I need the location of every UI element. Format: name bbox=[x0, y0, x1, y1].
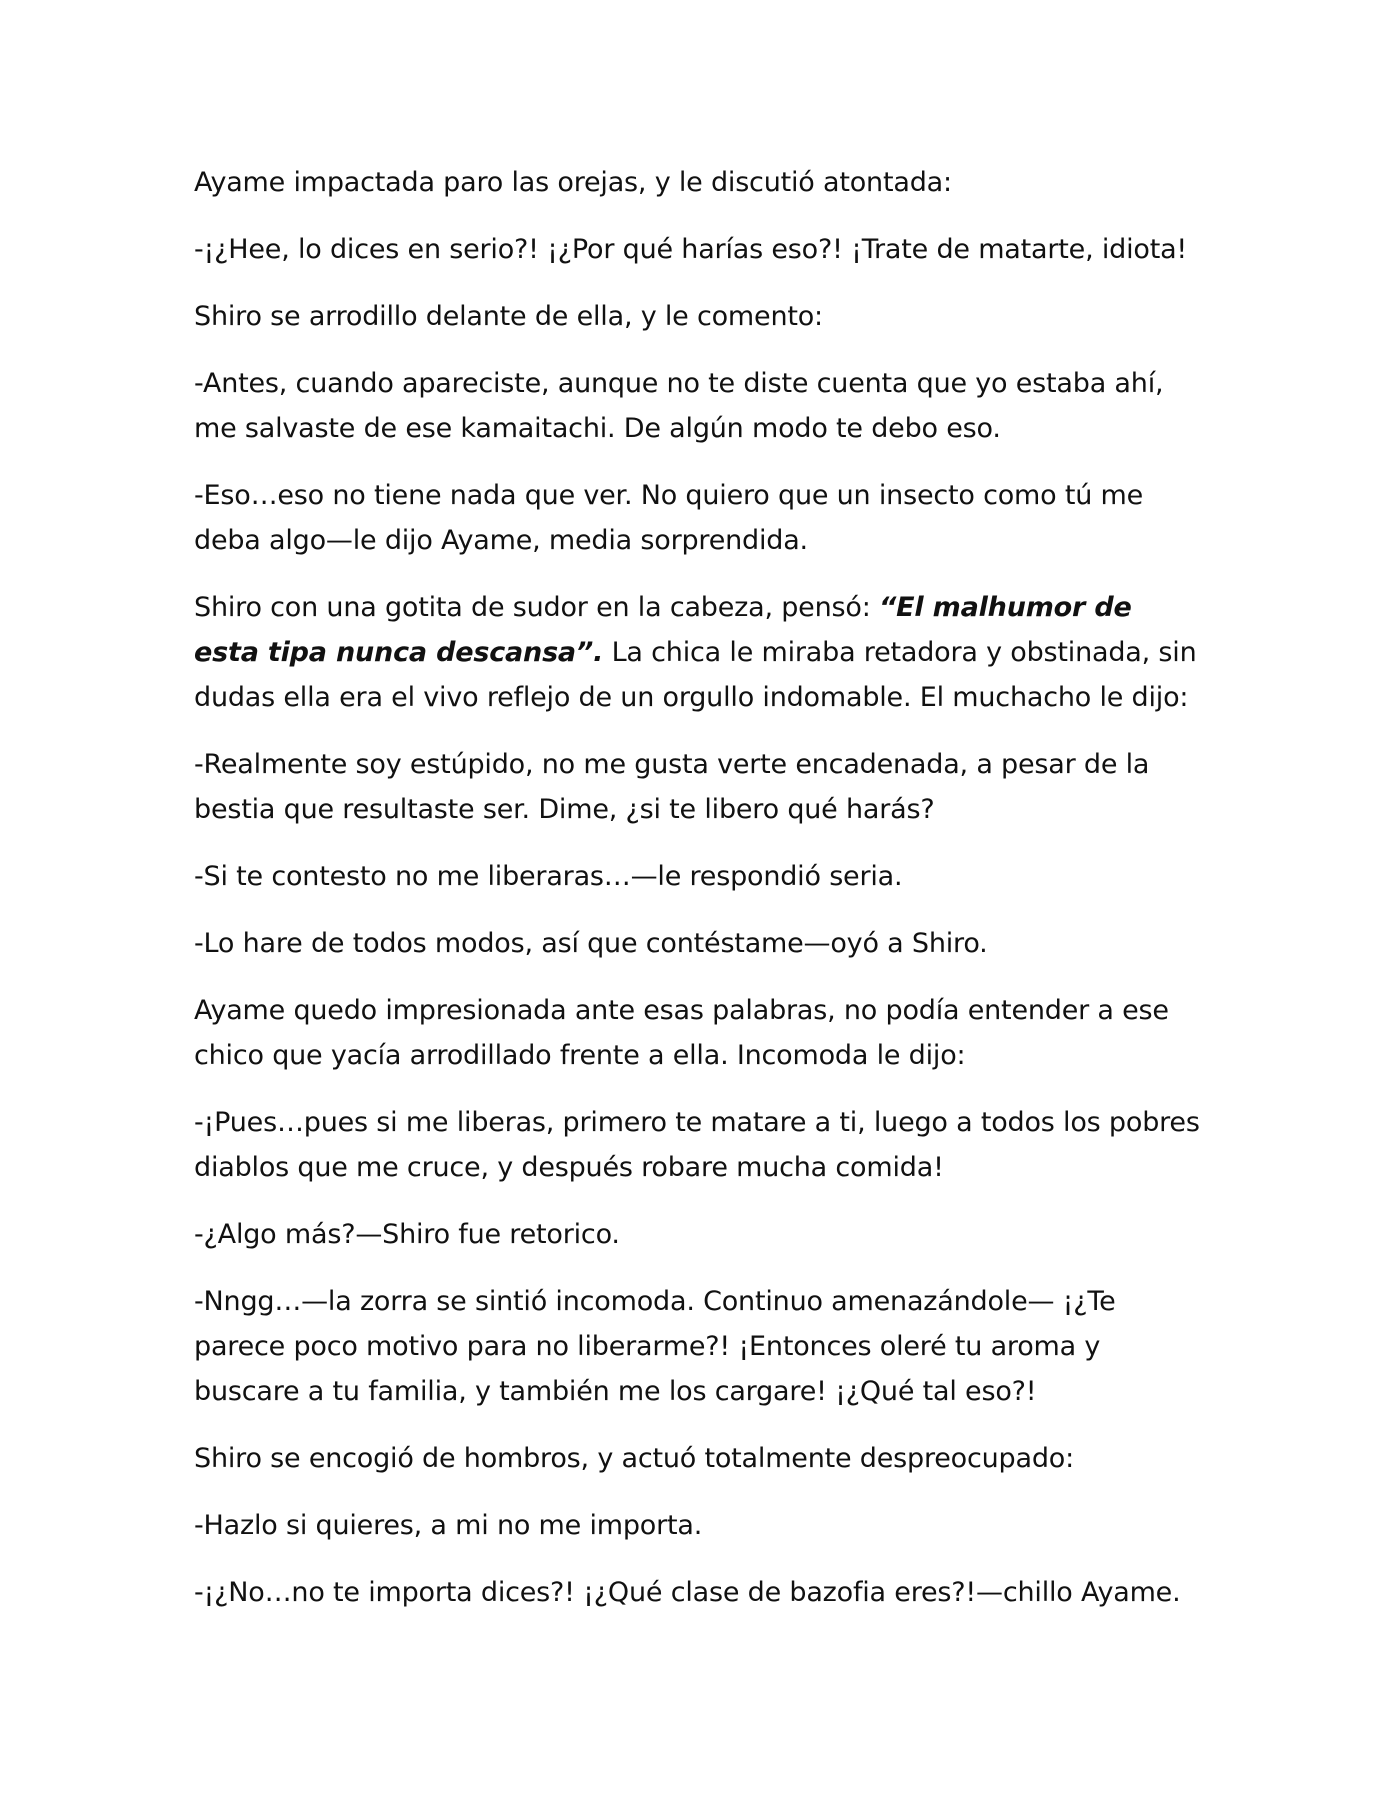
paragraph: -Realmente soy estúpido, no me gusta verte encadenada, a pesar de la bestia que resultaste ser. Dime, ¿si te libero qué harás? bbox=[194, 749, 1150, 825]
paragraph: -Eso…eso no tiene nada que ver. No quiero que un insecto como tú me deba algo—le dijo Ayame, media sorprendida. bbox=[194, 480, 1144, 556]
paragraph: -Lo hare de todos modos, así que contéstame—oyó a Shiro. bbox=[194, 928, 988, 959]
paragraph: Shiro se arrodillo delante de ella, y le comento: bbox=[194, 301, 823, 332]
document-body bbox=[194, 160, 1204, 1637]
paragraph: -Hazlo si quieres, a mi no me importa. bbox=[194, 1510, 703, 1541]
paragraph: Ayame quedo impresionada ante esas palabras, no podía entender a ese chico que yacía arrodillado frente a ella. Incomoda le dijo: bbox=[194, 995, 1169, 1071]
paragraph: -¿Algo más?—Shiro fue retorico. bbox=[194, 1219, 620, 1250]
paragraph: Ayame impactada paro las orejas, y le discutió atontada: bbox=[194, 167, 952, 198]
paragraph: -¡¿No…no te importa dices?! ¡¿Qué clase de bazofia eres?!—chillo Ayame. bbox=[194, 1577, 1181, 1608]
emphasized-thought: “El malhumor de esta tipa nunca descansa”. bbox=[194, 592, 1132, 668]
paragraph-text: Shiro con una gotita de sudor en la cabeza, pensó: bbox=[194, 592, 879, 623]
paragraph: -¡Pues…pues si me liberas, primero te matare a ti, luego a todos los pobres diablos que me cruce, y después robare mucha comida! bbox=[194, 1107, 1200, 1183]
paragraph: -¡¿Hee, lo dices en serio?! ¡¿Por qué harías eso?! ¡Trate de matarte, idiota! bbox=[194, 234, 1188, 265]
paragraph: -Si te contesto no me liberaras…—le respondió seria. bbox=[194, 861, 903, 892]
paragraph-text: La chica le miraba retadora y obstinada, sin dudas ella era el vivo reflejo de un orgullo indomable. El muchacho le dijo: bbox=[194, 637, 1197, 713]
paragraph: -Antes, cuando apareciste, aunque no te diste cuenta que yo estaba ahí, me salvaste de ese kamaitachi. De algún modo te debo eso. bbox=[194, 368, 1164, 444]
paragraph bbox=[194, 585, 1204, 720]
paragraph: -Nngg…—la zorra se sintió incomoda. Continuo amenazándole— ¡¿Te parece poco motivo para no liberarme?! ¡Entonces oleré tu aroma y buscare a tu familia, y también me los cargare! ¡¿Qué tal eso?! bbox=[194, 1286, 1116, 1407]
paragraph: Shiro se encogió de hombros, y actuó totalmente despreocupado: bbox=[194, 1443, 1074, 1474]
